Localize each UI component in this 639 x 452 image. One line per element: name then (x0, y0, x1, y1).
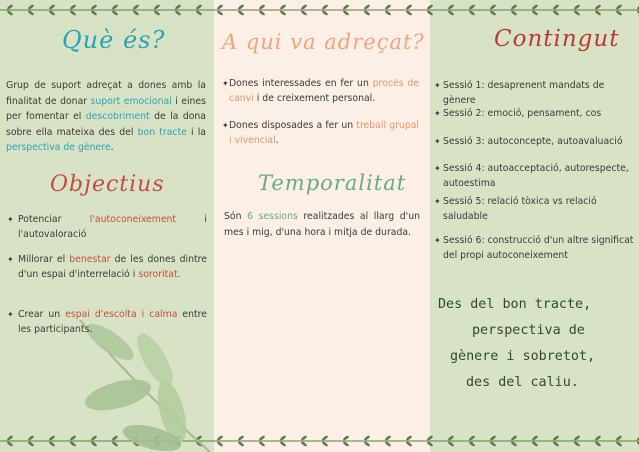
highlight-text: sororitat (138, 269, 178, 280)
list-item-text (229, 78, 419, 104)
quote-line: gènere i sobretot, (450, 349, 596, 364)
body-text: Dones interessades en fer un (229, 78, 373, 89)
leaf-branch-icon (60, 320, 220, 452)
list-item-text: Sessió 3: autoconcepte, autoavaluació (443, 136, 623, 147)
list-item (434, 134, 635, 149)
list-item (434, 161, 635, 191)
highlight-text: suport emocional (90, 95, 172, 107)
star-bullet-icon: ✦ (7, 215, 14, 224)
body-text: de la dona sobre ella mateixa des del (6, 111, 206, 138)
body-text: Grup de suport adreçat a dones amb la finalitat de donar (6, 80, 206, 107)
que-es-title: Què és? (62, 26, 166, 54)
list-item-text: Sessió 1: desaprenent mandats de gènere (443, 80, 605, 106)
highlight-text: benestar (69, 254, 111, 265)
body-text: Dones disposades a fer un (229, 120, 357, 131)
body-text: . (275, 135, 279, 146)
star-bullet-icon: ✦ (434, 137, 441, 146)
highlight-text: treball grupal i vivencial (229, 120, 419, 146)
highlight-text: espai d'escolta i calma (65, 309, 178, 320)
list-item (222, 76, 419, 106)
body-text: Potenciar (18, 214, 90, 225)
highlight-text: perspectiva de gènere (6, 142, 111, 153)
contingut-title: Contingut (494, 26, 620, 52)
body-text: . (110, 142, 114, 153)
quote-line: des del caliu. (466, 375, 579, 390)
highlight-text: 6 sessions (247, 211, 298, 222)
intro-text (6, 78, 206, 156)
temporalitat-title: Temporalitat (258, 171, 407, 195)
list-item (434, 194, 608, 224)
star-bullet-icon: ✦ (434, 109, 441, 118)
list-item (434, 78, 635, 108)
body-text: . (177, 269, 181, 280)
body-text: i de creixement personal. (253, 93, 376, 104)
vine-border-icon (0, 3, 639, 17)
temporalitat-text (224, 209, 420, 240)
list-item-text: Sessió 2: emoció, pensament, cos (443, 108, 602, 119)
list-item (434, 106, 635, 121)
list-item (7, 212, 207, 242)
objectius-title: Objectius (50, 172, 165, 197)
body-text: entre les participants. (18, 309, 207, 335)
list-item-text (18, 214, 207, 240)
body-text: Crear un (18, 309, 66, 320)
list-item (7, 252, 207, 282)
list-item-text: Sessió 4: autoacceptació, autorespecte, autoestima (443, 163, 629, 189)
body-text: i la (186, 126, 207, 138)
highlight-text: l'autoconeixement (89, 214, 177, 225)
star-bullet-icon: ✦ (7, 310, 14, 319)
body-text: i eines per fomentar el (6, 95, 206, 122)
highlight-text: bon tracte (137, 126, 187, 138)
closing-quote (432, 292, 637, 396)
highlight-text: procés de canvi (229, 78, 419, 104)
star-bullet-icon: ✦ (222, 79, 229, 88)
list-item (7, 307, 207, 337)
a-qui-title: A qui va adreçat? (222, 30, 425, 54)
quote-line: perspectiva de (472, 323, 585, 338)
quote-line: Des del bon tracte, (438, 297, 592, 312)
highlight-text: descobriment (85, 111, 150, 122)
list-item (434, 233, 635, 263)
list-item (222, 118, 419, 148)
star-bullet-icon: ✦ (434, 164, 441, 173)
body-text: Millorar el (18, 254, 70, 265)
star-bullet-icon: ✦ (434, 81, 441, 90)
body-text: realitzades al llarg d'un mes i mig, d'una hora i mitja de durada. (224, 211, 421, 238)
list-item-text (18, 254, 207, 280)
list-item-text: Sessió 5: relació tòxica vs relació saludable (443, 196, 597, 222)
star-bullet-icon: ✦ (7, 255, 14, 264)
star-bullet-icon: ✦ (222, 121, 229, 130)
star-bullet-icon: ✦ (434, 197, 441, 206)
list-item-text (229, 120, 419, 146)
body-text: Són (224, 211, 248, 222)
body-text: de les dones dintre d'un espai d'interrelació i (18, 254, 207, 280)
list-item-text (18, 309, 207, 335)
list-item-text: Sessió 6: construcció d'un altre significat del propi autoconeixement (443, 235, 634, 261)
star-bullet-icon: ✦ (434, 236, 441, 245)
body-text: i l'autovaloració (18, 214, 207, 240)
